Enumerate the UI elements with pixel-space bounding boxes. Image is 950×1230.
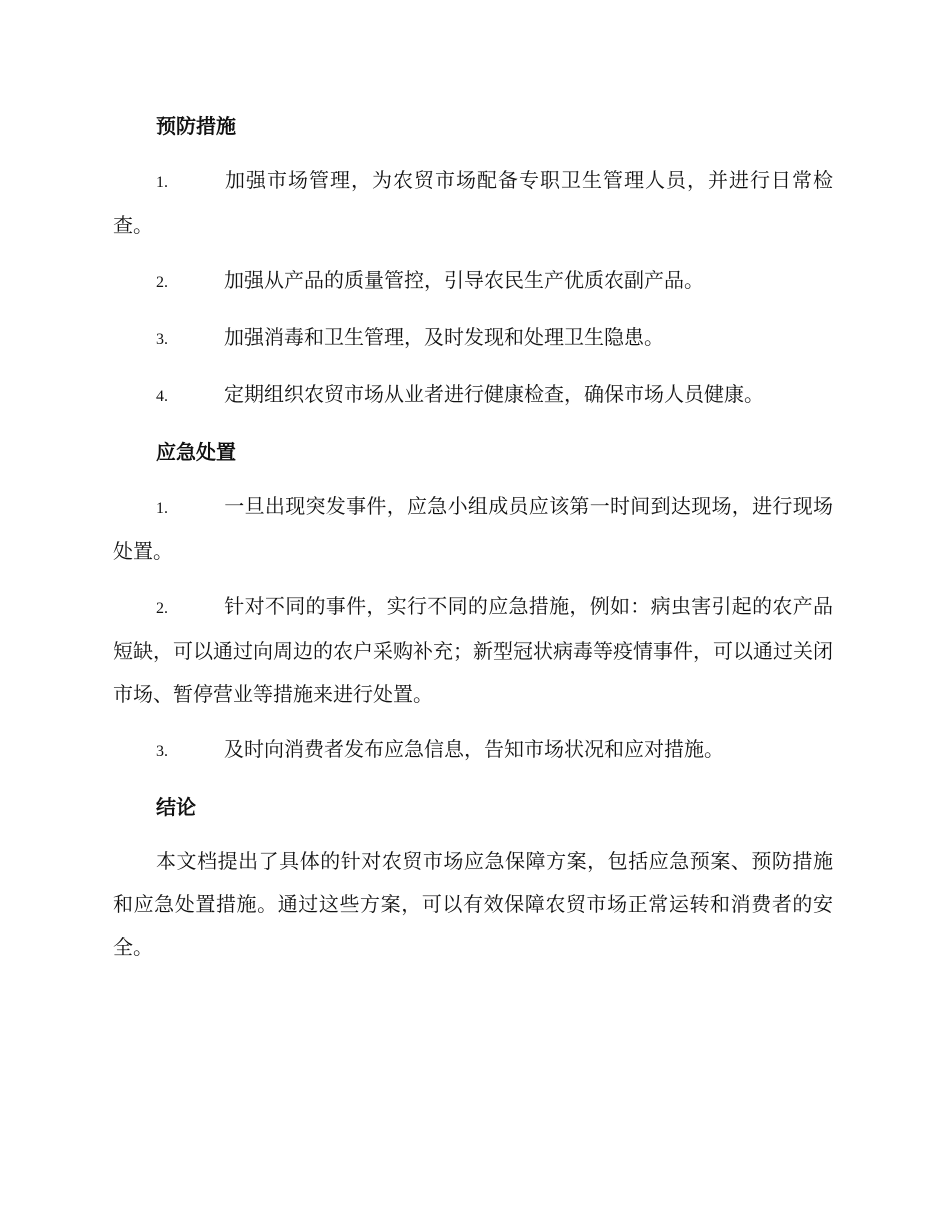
list-number: 2. <box>156 600 168 617</box>
list-number: 1. <box>156 500 168 517</box>
list-item <box>113 373 833 418</box>
list-item-text: 针对不同的事件，实行不同的应急措施，例如：病虫害引起的农产品短缺，可以通过向周边的农户采购补充；新型冠状病毒等疫情事件，可以通过关闭市场、暂停营业等措施来进行处置。 <box>113 594 833 706</box>
list-number: 1. <box>156 174 168 191</box>
list-number: 3. <box>156 331 168 348</box>
list-number: 2. <box>156 274 168 291</box>
list-item-text: 及时向消费者发布应急信息，告知市场状况和应对措施。 <box>224 737 724 761</box>
conclusion-paragraph: 本文档提出了具体的针对农贸市场应急保障方案，包括应急预案、预防措施和应急处置措施。通过这些方案，可以有效保障农贸市场正常运转和消费者的安全。 <box>113 849 833 959</box>
document-body <box>113 104 833 981</box>
list-item-text: 一旦出现突发事件，应急小组成员应该第一时间到达现场，进行现场处置。 <box>113 494 833 563</box>
list-number: 3. <box>156 743 168 760</box>
list-item-text: 加强市场管理，为农贸市场配备专职卫生管理人员，并进行日常检查。 <box>113 168 833 237</box>
list-item <box>113 728 833 773</box>
list-item-text: 定期组织农贸市场从业者进行健康检查，确保市场人员健康。 <box>224 382 764 406</box>
list-item <box>113 159 833 247</box>
list-item <box>113 316 833 361</box>
section-heading-conclusion: 结论 <box>156 795 196 819</box>
list-number: 4. <box>156 388 168 405</box>
list-item-text: 加强消毒和卫生管理，及时发现和处理卫生隐患。 <box>224 325 664 349</box>
list-item <box>113 259 833 304</box>
section-heading-emergency-response: 应急处置 <box>156 440 236 464</box>
list-item <box>113 485 833 573</box>
list-item <box>113 585 833 716</box>
list-item-text: 加强从产品的质量管控，引导农民生产优质农副产品。 <box>224 268 704 292</box>
section-heading-prevention: 预防措施 <box>156 114 236 138</box>
